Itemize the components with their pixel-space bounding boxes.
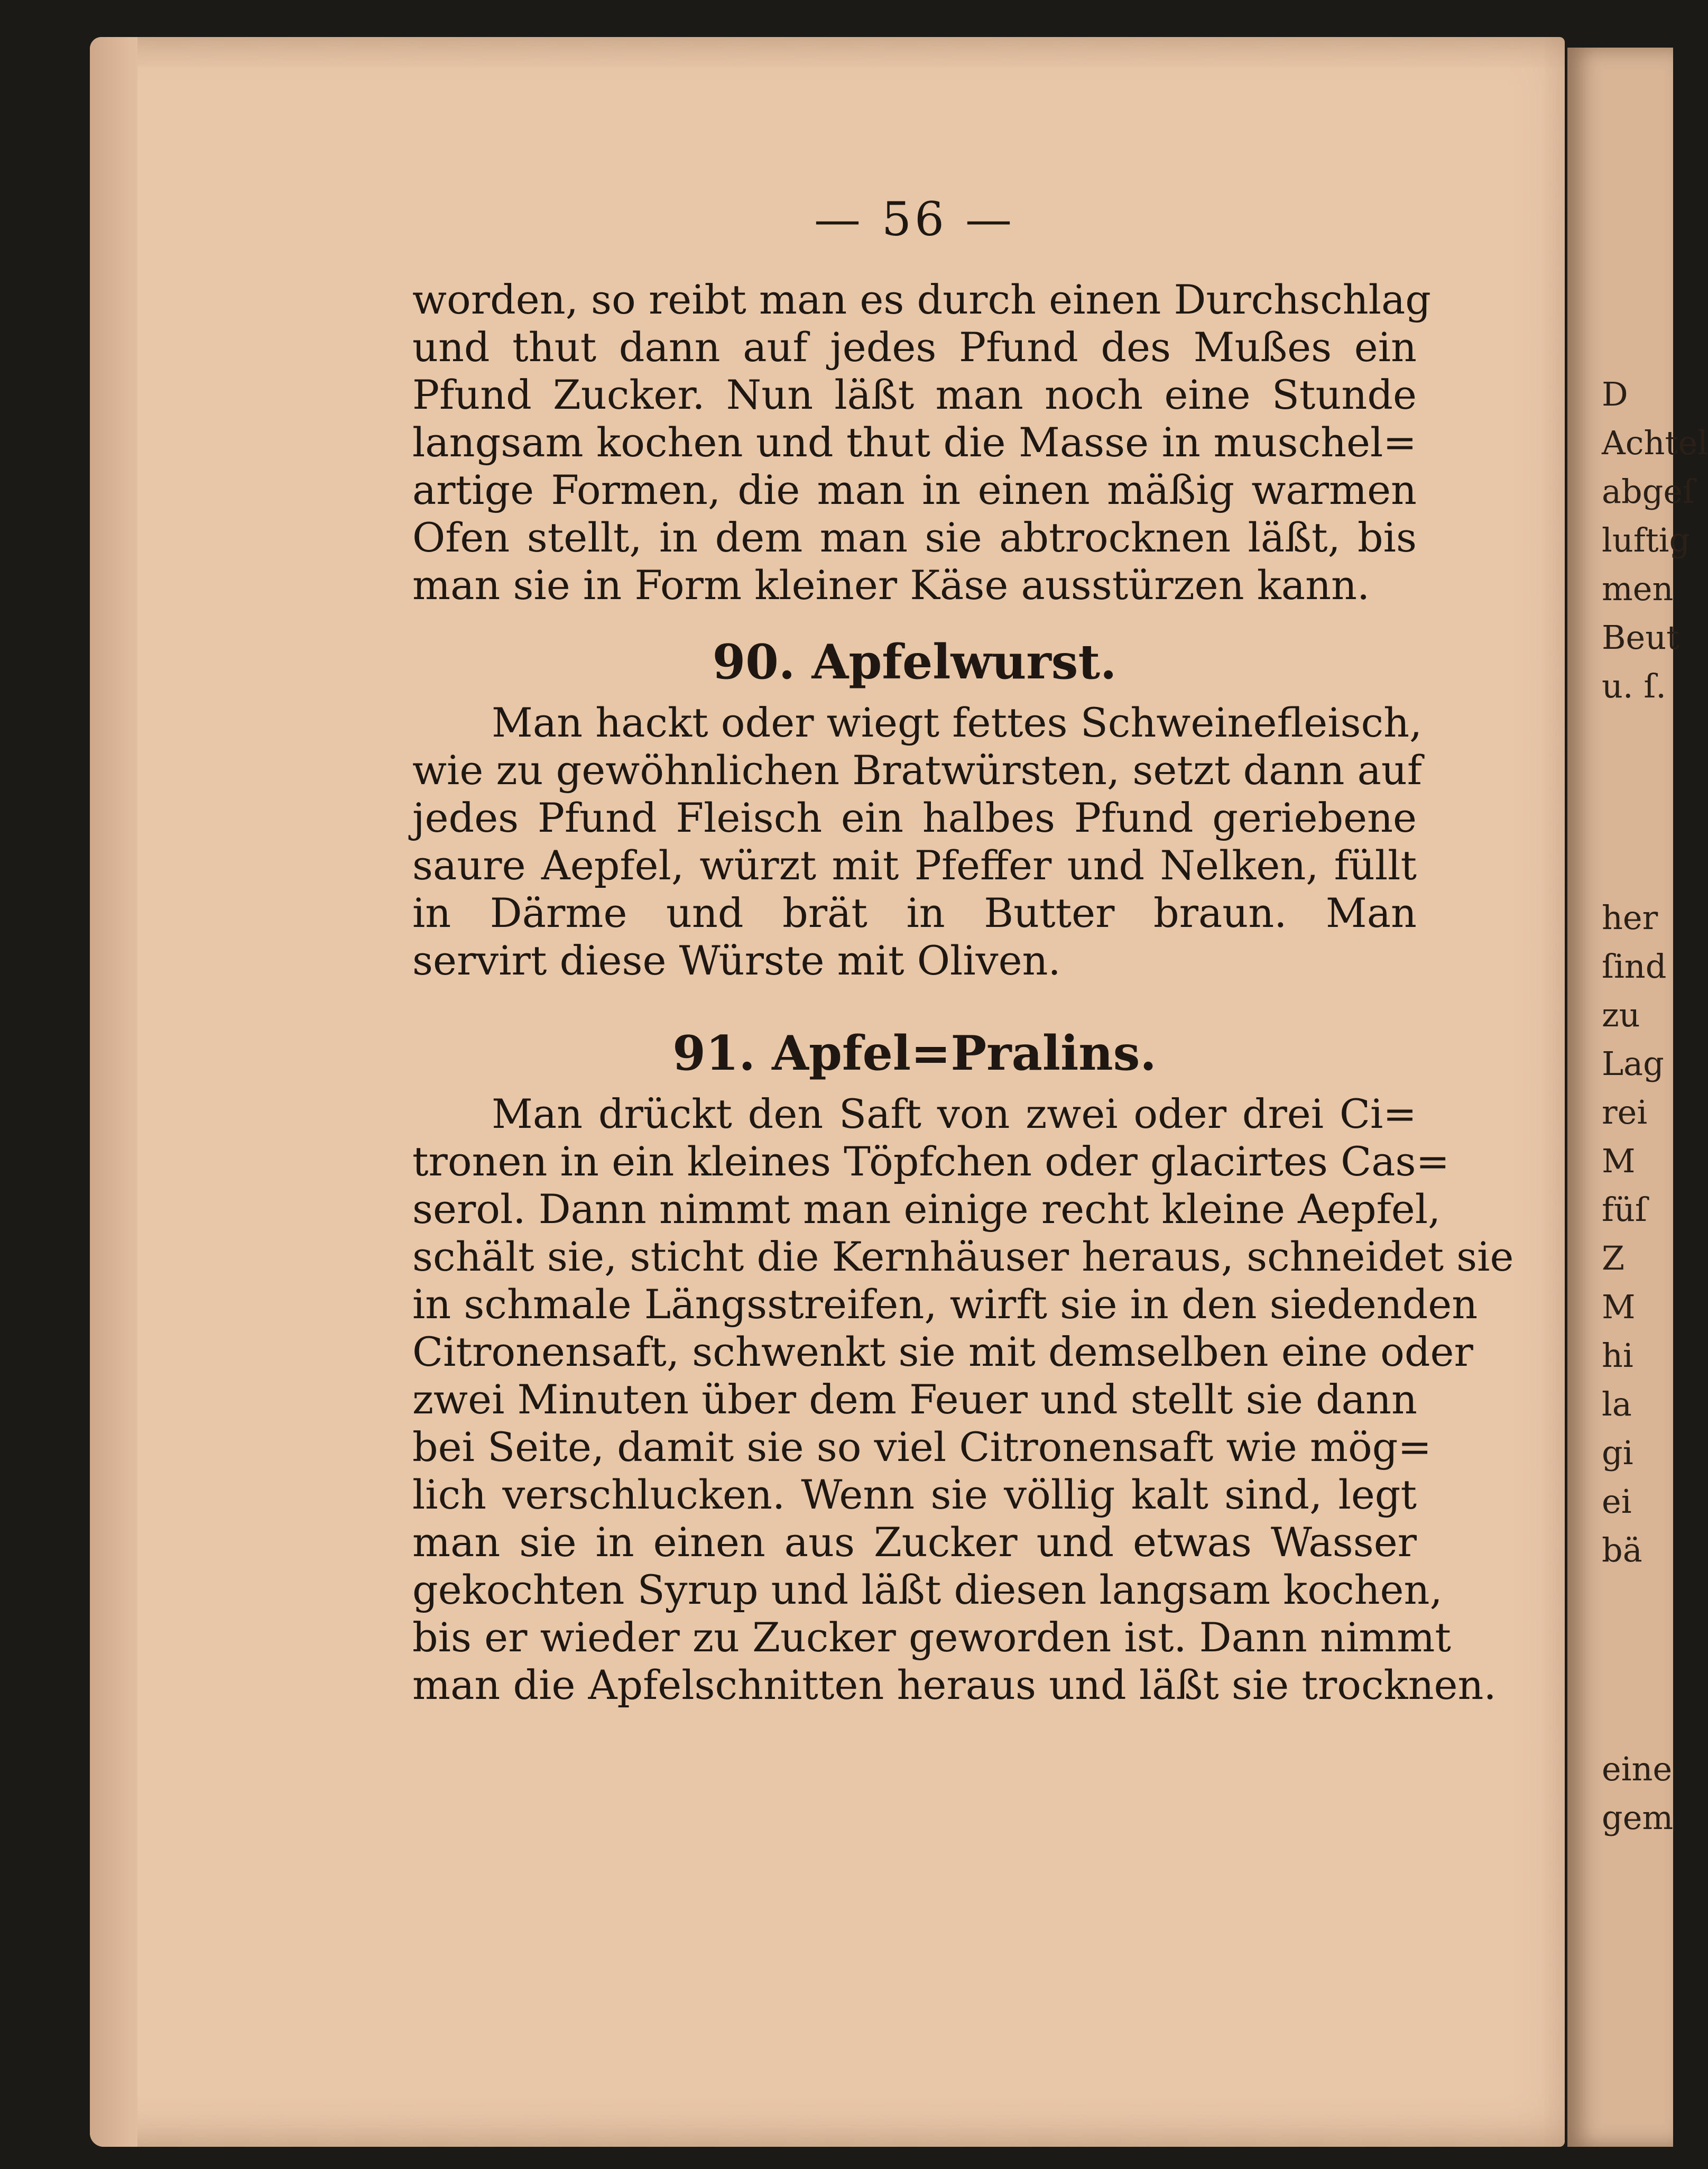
text-line: artige Formen, die man in einen mäßig warmen [412,466,1417,513]
facing-fragment: hi [1602,1336,1633,1375]
text-line: Citronensaft, schwenkt sie mit demselben eine oder [412,1328,1473,1375]
facing-fragment: Achtel [1602,424,1708,462]
recipe-90-body [412,699,1423,985]
text-line: Pfund Zucker. Nun läßt man noch eine Stunde [412,371,1417,418]
text-line: Man drückt den Saft von zwei oder drei Ci= [492,1090,1417,1137]
recipe-90-heading: 90. Apfelwurst. [712,634,1117,690]
text-line: zwei Minuten über dem Feuer und stellt sie dann [412,1376,1417,1423]
facing-fragment: her [1602,898,1658,937]
text-line: worden, so reibt man es durch einen Durchschlag [412,276,1431,323]
text-line: und thut dann auf jedes Pfund des Mußes ein [412,324,1417,371]
facing-fragment: luftig [1602,521,1691,559]
recipe-91-heading: 91. Apfel=Pralins. [672,1025,1157,1081]
text-line: wie zu gewöhnlichen Bratwürsten, setzt dann auf [412,747,1422,794]
text-line: saure Aepfel, würzt mit Pfeffer und Nelken, füllt [412,842,1417,889]
facing-fragment: gem [1602,1798,1674,1837]
text-line: langsam kochen und thut die Masse in muschel= [412,419,1417,466]
facing-fragment: ſind [1602,947,1667,986]
text-line: servirt diese Würste mit Oliven. [412,937,1061,984]
text-line: serol. Dann nimmt man einige recht kleine Aepfel, [412,1185,1441,1233]
page-edge [90,37,137,2147]
text-line: man sie in einen aus Zucker und etwas Wasser [412,1519,1417,1566]
text-line: man die Apfelschnitten heraus und läßt sie trocknen. [412,1661,1497,1708]
facing-page-middle-fragments [1602,894,1667,1575]
text-line: Ofen stellt, in dem man sie abtrocknen läßt, bis [412,514,1417,561]
facing-fragment: Z [1602,1239,1625,1277]
text-line: bis er wieder zu Zucker geworden ist. Dann nimmt [412,1614,1451,1661]
text-line: in schmale Längsstreifen, wirft sie in den siedenden [412,1281,1478,1328]
facing-fragment: la [1602,1385,1632,1423]
text-line: gekochten Syrup und läßt diesen langsam kochen, [412,1566,1443,1613]
facing-fragment: gi [1602,1433,1633,1472]
facing-fragment: abgeſ [1602,472,1695,511]
facing-page-lower-fragments [1602,1745,1674,1842]
facing-fragment: men [1602,569,1674,608]
text-line: Man hackt oder wiegt fettes Schweinefleisch, [492,699,1423,746]
facing-fragment: zu [1602,996,1640,1034]
facing-fragment: M [1602,1142,1636,1180]
facing-fragment: eine [1602,1750,1673,1788]
text-line: tronen in ein kleines Töpfchen oder glacirtes Cas= [412,1138,1450,1185]
text-line: bei Seite, damit sie so viel Citronensaft wie mög= [412,1423,1432,1470]
text-line: jedes Pfund Fleisch ein halbes Pfund geriebene [412,794,1417,841]
facing-fragment: bä [1602,1531,1642,1569]
facing-fragment: M [1602,1288,1636,1326]
text-line: lich verschlucken. Wenn sie völlig kalt sind, legt [412,1471,1417,1518]
facing-page-upper-fragments [1602,370,1708,711]
facing-fragment: Lag [1602,1044,1664,1083]
facing-fragment: D [1602,375,1628,413]
facing-fragment: ei [1602,1482,1632,1521]
facing-fragment: Beut [1602,618,1680,657]
page-number: — 56 — [814,192,1015,246]
page-text [412,190,1514,1709]
facing-fragment: u. ſ. [1602,667,1667,705]
facing-fragment: rei [1602,1093,1648,1132]
text-line: in Därme und brät in Butter braun. Man [412,889,1417,936]
text-line: man sie in Form kleiner Käse ausstürzen kann. [412,562,1370,609]
recipe-91-body [412,1090,1514,1709]
text-line: schält sie, sticht die Kernhäuser heraus, schneidet sie [412,1233,1514,1280]
intro-paragraph [412,276,1431,609]
facing-fragment: füſ [1602,1190,1647,1229]
